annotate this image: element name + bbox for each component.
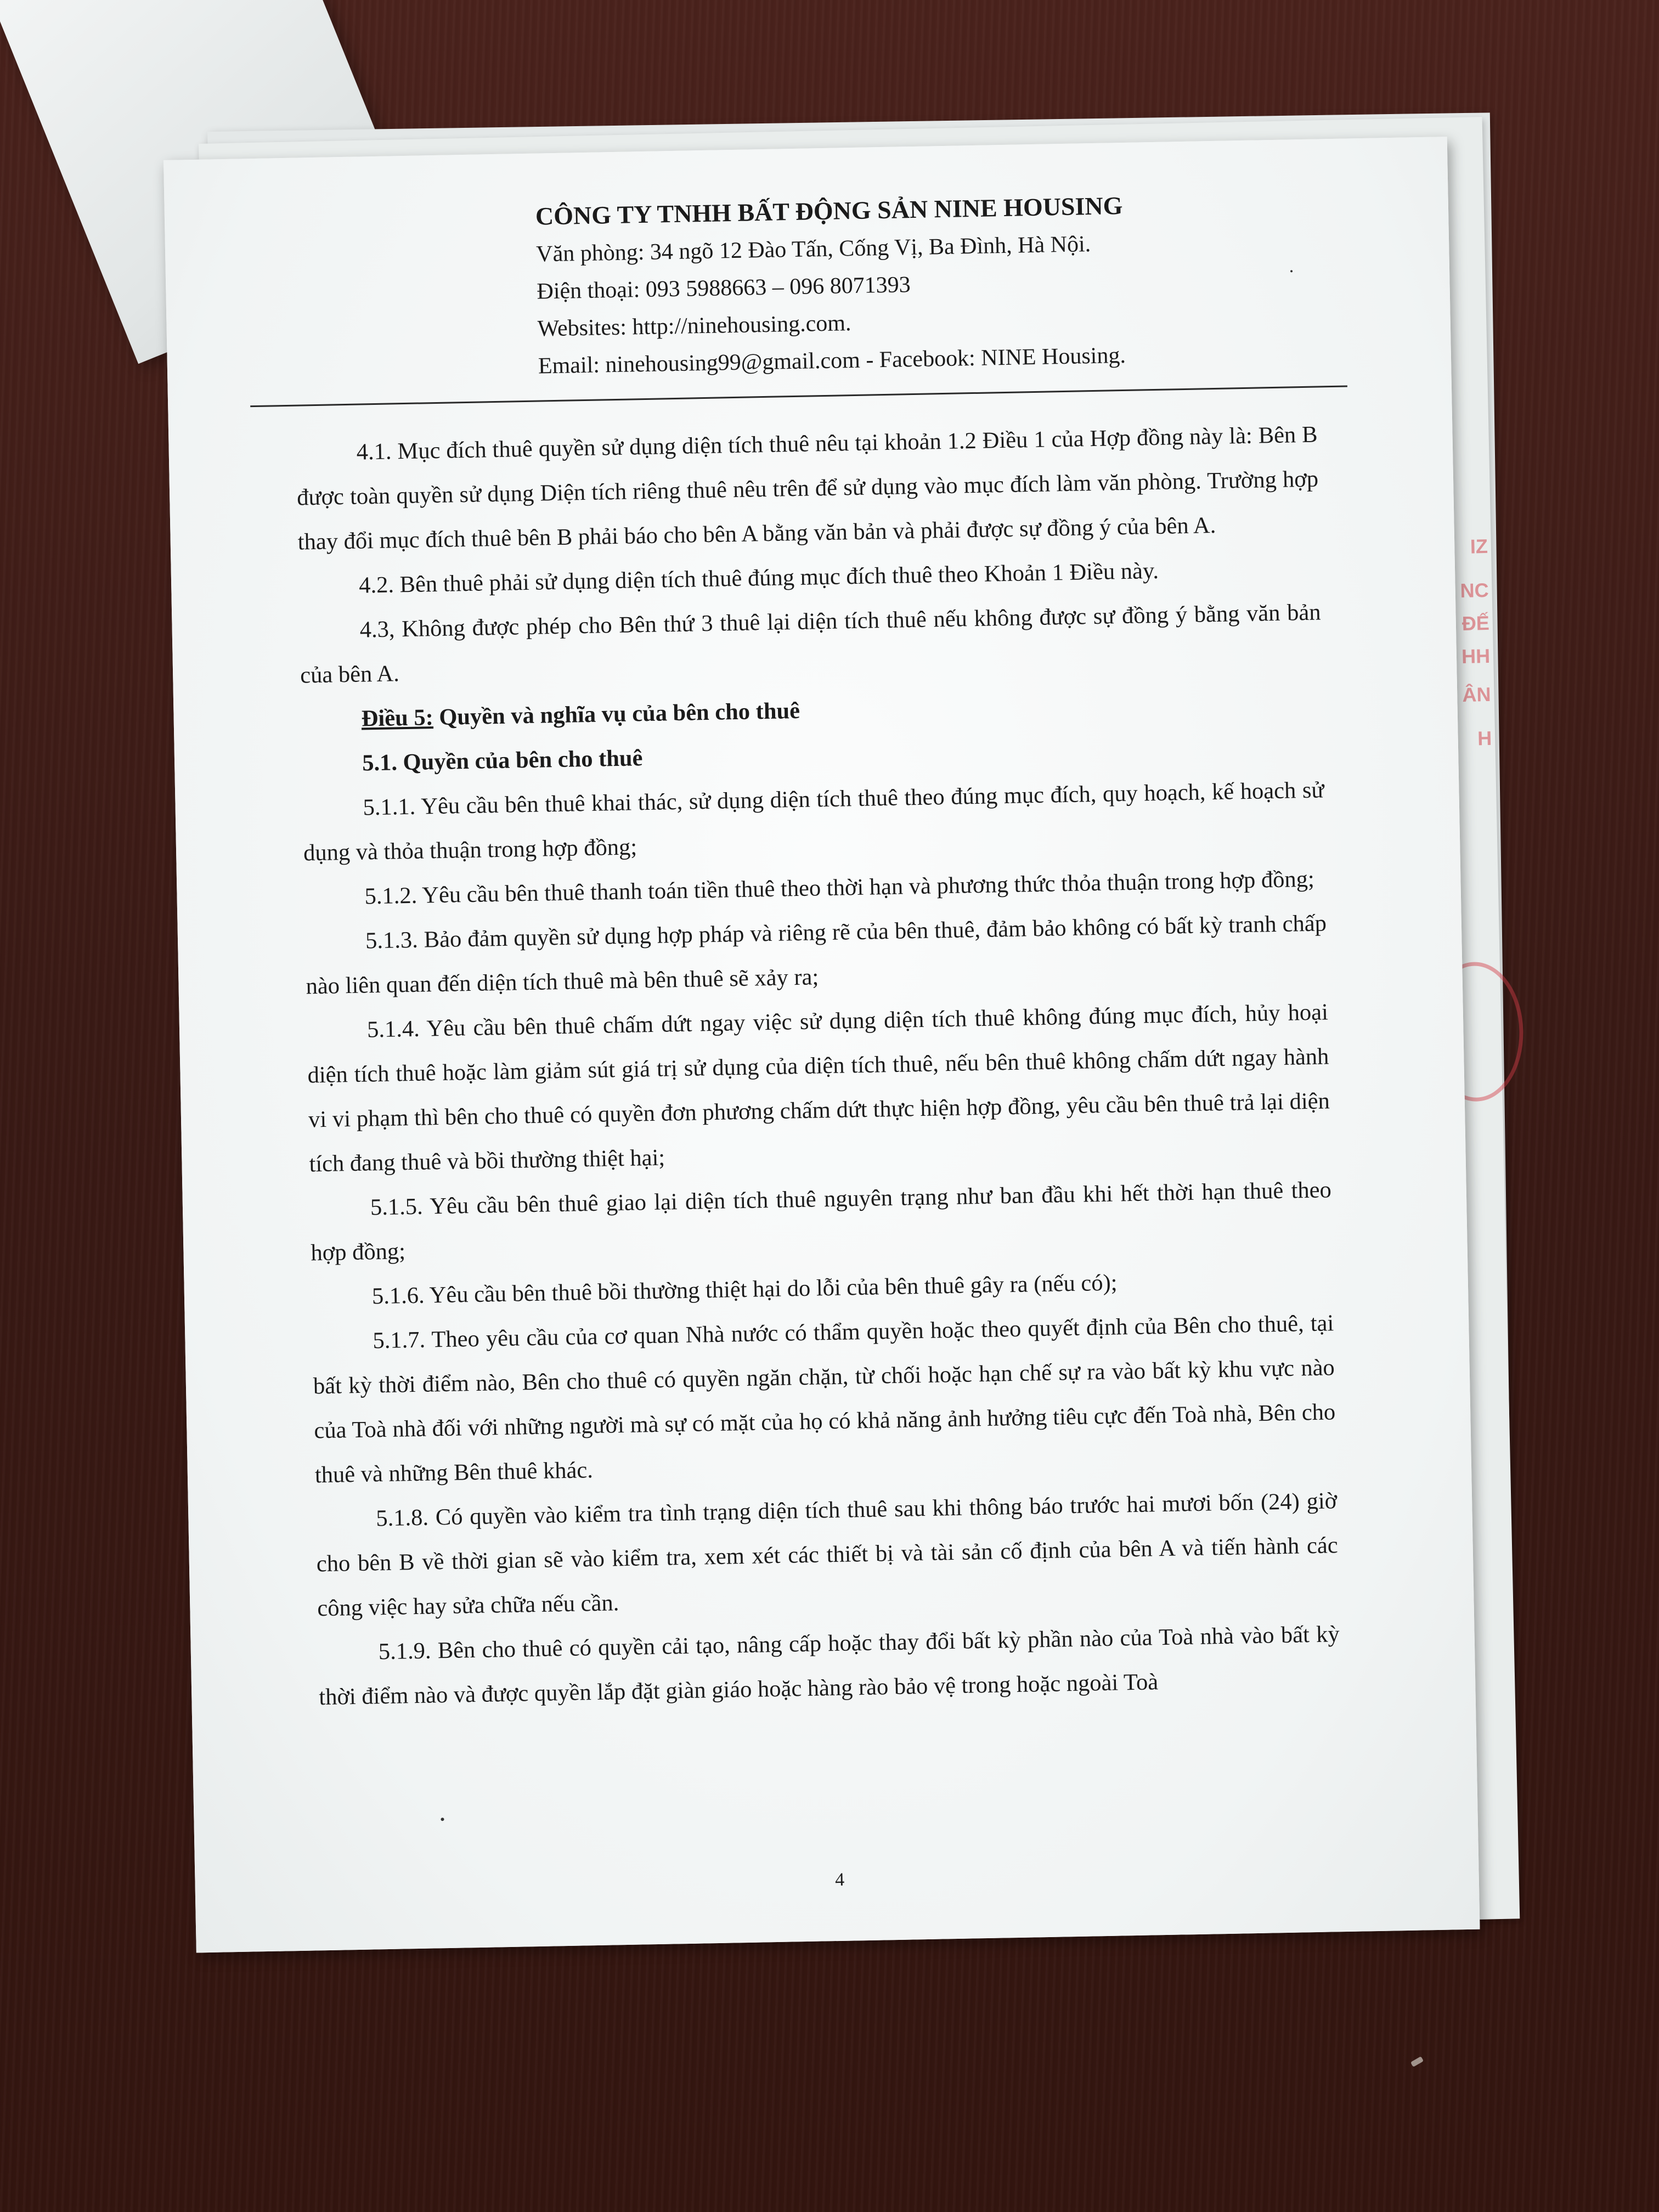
article-5-title: Quyền và nghĩa vụ của bên cho thuê	[433, 697, 800, 731]
clause-4-3: 4.3, Không được phép cho Bên thứ 3 thuê lại diện tích thuê nếu không được sự đồng ý bằng văn bản của bên A.	[300, 599, 1321, 689]
stamp-fragment: NC	[1460, 578, 1489, 602]
clause-5-1-7: 5.1.7. Theo yêu cầu của cơ quan Nhà nước có thẩm quyền hoặc theo quyết định của Bên cho thuê, tại bất kỳ thời điểm nào, Bên cho thuê có quyền ngăn chặn, từ chối hoặc hạn chế sự ra vào bất kỳ khu vực nào của Toà nhà đối với những người mà sự có mặt của họ có khả năng ảnh hưởng tiêu cực đến Toà nhà, Bên cho thuê và những Bên thuê khác.	[313, 1310, 1336, 1488]
clause-4-1: 4.1. Mục đích thuê quyền sử dụng diện tích thuê nêu tại khoản 1.2 Điều 1 của Hợp đồng này là: Bên B được toàn quyền sử dụng Diện tích riêng thuê nêu trên để sử dụng vào mục đích làm văn phòng. Trường hợp thay đổi mục đích thuê bên B phải báo cho bên A bằng văn bản và phải được sự đồng ý của bên A.	[296, 421, 1319, 555]
stamp-fragment: ĐẾ	[1462, 611, 1490, 635]
ink-speck	[441, 1818, 444, 1821]
clause-5-1-9: 5.1.9. Bên cho thuê có quyền cải tạo, nâng cấp hoặc thay đổi bất kỳ phần nào của Toà nhà vào bất kỳ thời điểm nào và được quyền lắp đặt giàn giáo hoặc hàng rào bảo vệ trong hoặc ngoài Toà	[318, 1621, 1340, 1711]
clause-5-1-5: 5.1.5. Yêu cầu bên thuê giao lại diện tích thuê nguyên trạng như ban đầu khi hết thời hạn thuê theo hợp đồng;	[311, 1177, 1332, 1266]
ink-speck	[1290, 270, 1293, 272]
stamp-fragment: ΗΗ	[1461, 644, 1491, 668]
page-number: 4	[834, 1869, 845, 1891]
clause-5-1-8: 5.1.8. Có quyền vào kiểm tra tình trạng diện tích thuê sau khi thông báo trước hai mươi bốn (24) giờ cho bên B về thời gian sẽ vào kiểm tra, xem xét các thiết bị và tài sản cố định của bên A và tiến hành các công việc hay sửa chữa nếu cần.	[316, 1488, 1339, 1622]
clause-5-1-6: 5.1.6. Yêu cầu bên thuê bồi thường thiệt hại do lỗi của bên thuê gây ra (nếu có);	[371, 1269, 1118, 1310]
phone-line: Điện thoại: 093 5988663 – 096 8071393	[537, 272, 911, 304]
office-address: Văn phòng: 34 ngõ 12 Đào Tấn, Cống Vị, Ba Đình, Hà Nội.	[535, 232, 1091, 267]
contract-body	[296, 413, 1341, 1720]
letterhead	[535, 184, 1251, 385]
stamp-fragment: ΙΖ	[1470, 534, 1488, 558]
header-divider	[250, 386, 1347, 408]
stamp-fragment: Η	[1477, 726, 1492, 750]
table-scratch	[1410, 2056, 1424, 2067]
clause-5-1-4: 5.1.4. Yêu cầu bên thuê chấm dứt ngay việc sử dụng diện tích thuê không đúng mục đích, hủy hoại diện tích thuê hoặc làm giảm sút giá trị sử dụng của diện tích thuê, nếu bên thuê không chấm dứt ngay hành vi vi phạm thì bên cho thuê có quyền đơn phương chấm dứt thực hiện hợp đồng, yêu cầu bên thuê trả lại diện tích đang thuê và bồi thường thiệt hại;	[307, 999, 1330, 1177]
company-name: CÔNG TY TNHH BẤT ĐỘNG SẢN NINE HOUSING	[535, 191, 1123, 230]
section-5-1-heading: 5.1. Quyền của bên cho thuê	[362, 745, 643, 776]
email-facebook-line: Email: ninehousing99@gmail.com - Facebook: NINE Housing.	[538, 342, 1126, 379]
clause-4-2: 4.2. Bên thuê phải sử dụng diện tích thuê đúng mục đích thuê theo Khoản 1 Điều này.	[358, 557, 1159, 599]
clause-5-1-1: 5.1.1. Yêu cầu bên thuê khai thác, sử dụng diện tích thuê theo đúng mục đích, quy hoạch, kế hoạch sử dụng và thỏa thuận trong hợp đồng;	[303, 777, 1324, 866]
clause-5-1-3: 5.1.3. Bảo đảm quyền sử dụng hợp pháp và riêng rẽ của bên thuê, đảm bảo không có bất kỳ tranh chấp nào liên quan đến diện tích thuê mà bên thuê sẽ xảy ra;	[306, 910, 1327, 1000]
stamp-fragment: ÂN	[1462, 682, 1491, 706]
clause-5-1-2: 5.1.2. Yêu cầu bên thuê thanh toán tiền thuê theo thời hạn và phương thức thỏa thuận trong hợp đồng;	[364, 866, 1315, 910]
contract-page	[163, 137, 1480, 1953]
website-line: Websites: http://ninehousing.com.	[537, 311, 851, 342]
article-5-label: Điều 5:	[361, 704, 434, 732]
